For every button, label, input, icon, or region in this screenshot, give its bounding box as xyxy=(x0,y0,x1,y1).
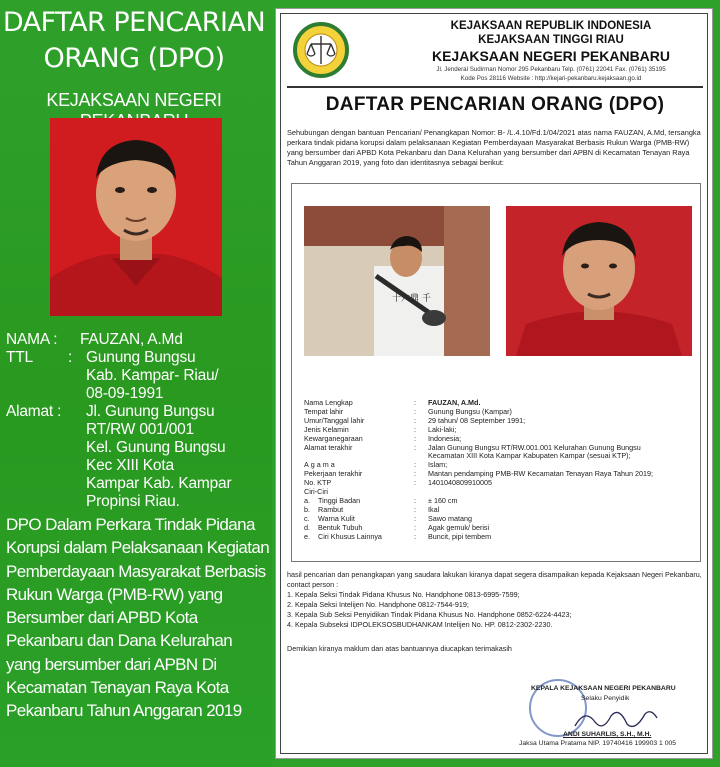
contact-1: 1. Kepala Seksi Tindak Pidana Khusus No. Handphone 0813-6995-7599; xyxy=(287,590,520,599)
poster-subtitle: KEJAKSAAN NEGERI xyxy=(46,90,222,110)
signature-scribble xyxy=(571,704,661,734)
suspect-portrait-photo xyxy=(50,118,222,316)
signatory-rank: Jaksa Utama Pratama NIP. 19740416 199903 1 005 xyxy=(519,740,677,747)
contact-2: 2. Kepala Seksi Intelijen No. Handphone 0812-7544-919; xyxy=(287,600,469,609)
nama-value: FAUZAN, A.Md xyxy=(80,331,183,348)
shirt-print: 十六鼎 千 xyxy=(392,294,431,304)
detail-row: Umur/Tanggal lahir : 29 tahun/ 08 September 1991; xyxy=(304,415,526,425)
alamat-line-2: RT/RW 001/001 xyxy=(86,421,194,438)
case-description: DPO Dalam Perkara Tindak Pidana Korupsi dalam Pelaksanaan Kegiatan Pemberdayaan Masyarakat Berbasis Rukun Warga (PMB-RW) yang Bersumber dari APBD Kota Pekanbaru dan Dana Kelurahan yang bersumber dari APBN Di Kecamatan Tenayan Raya Kota Pekanbaru Tahun Anggaran 2019 xyxy=(6,515,270,721)
header-postcode-website: Kode Pos 28116 Website : http://kejari-pekanbaru.kejaksaan.go.id xyxy=(460,75,642,82)
ttl-line-3: 08-09-1991 xyxy=(86,385,164,402)
header-line-2: KEJAKSAAN TINGGI RIAU xyxy=(478,34,624,46)
ciri-row: e. Ciri Khusus Lainnya : Buncit, pipi tembem xyxy=(304,531,492,541)
ttl-label: TTL xyxy=(6,349,33,366)
suspect-closeup-photo xyxy=(506,206,692,356)
detail-row: Ciri-Ciri xyxy=(304,487,328,497)
identity-box xyxy=(291,183,701,562)
dpo-document xyxy=(275,8,713,759)
detail-row: Alamat terakhir : Jalan Gunung Bungsu RT/RW.001.001 Kelurahan Gunung Bungsu xyxy=(304,442,641,452)
header-divider xyxy=(287,86,703,88)
detail-row: No. KTP : 1401040809910005 xyxy=(304,478,492,488)
contact-intro: hasil pencarian dan penangkapan yang saudara lakukan kiranya dapat segera disampaikan kepada Kejaksaan Negeri Pekanbaru, contact person : xyxy=(287,570,702,589)
contact-4: 4. Kepala Subseksi IDPOLEKSOSBUDHANKAM Intelijen No. HP. 0812-2302-2230. xyxy=(287,620,553,629)
ttl-separator: : xyxy=(68,349,73,366)
header-line-3: KEJAKSAAN NEGERI PEKANBARU xyxy=(431,48,671,64)
intro-paragraph: Sehubungan dengan bantuan Pencarian/ Penangkapan Nomor: B- /L.4.10/Fd.1/04/2021 atas nama FAUZAN, A.Md, tersangka perkara tindak pidana korupsi dalam pelaksanaan Kegiatan Pemberdayaan Masyarakat Berbasis Rukun Warga (PMB-RW) yang bersumber dari APBD Kota Pekanbaru dan Dana Kelurahan yang bersumber dari APBN di Kecamatan Tenayan Raya Tahun Anggaran 2019, yang foto dan identitasnya sebagai berikut: xyxy=(287,128,701,167)
closing-text: Demikian kiranya maklum dan atas bantuannya diucapkan terimakasih xyxy=(287,644,512,653)
header-line-1: KEJAKSAAN REPUBLIK INDONESIA xyxy=(450,20,652,32)
detail-row: Jenis Kelamin : Laki-laki; xyxy=(304,424,457,434)
detail-row: Nama Lengkap : FAUZAN, A.Md. xyxy=(304,398,481,407)
signatory-office: KEPALA KEJAKSAAN NEGERI PEKANBARU xyxy=(531,685,676,692)
detail-row: Kewarganegaraan : Indonesia; xyxy=(304,433,462,443)
ciri-row: a. Tinggi Badan : ± 160 cm xyxy=(304,495,458,505)
alamat-line-4: Kec XIII Kota xyxy=(86,457,174,474)
identity-details-table xyxy=(304,399,700,542)
document-title: DAFTAR PENCARIAN ORANG (DPO) xyxy=(325,94,665,115)
detail-row: Agama : Islam; xyxy=(304,460,448,470)
alamat-label: Alamat : xyxy=(6,403,62,420)
header-address: Jl. Jenderal Sudirman Nomor 295 Pekanbaru Telp. (0761) 22041 Fax. (0761) 35195 xyxy=(436,66,666,73)
alamat-line-3: Kel. Gunung Bungsu xyxy=(86,439,226,456)
ttl-line-1: Gunung Bungsu xyxy=(86,349,196,366)
ciri-row: c. Warna Kulit : Sawo matang xyxy=(304,513,472,523)
signatory-role: Selaku Penyidik xyxy=(581,695,630,702)
poster-title-line-1: DAFTAR PENCARIAN xyxy=(2,7,266,38)
alamat-line-6: Propinsi Riau. xyxy=(86,493,180,510)
detail-row: Pekerjaan terakhir : Mantan pendamping PMB-RW Kecamatan Tenayan Raya Tahun 2019; xyxy=(304,469,653,479)
ttl-line-2: Kab. Kampar- Riau/ xyxy=(86,367,219,384)
kejaksaan-emblem-icon xyxy=(293,22,349,78)
alamat-line-5: Kampar Kab. Kampar xyxy=(86,475,232,492)
suspect-candid-photo xyxy=(304,206,490,356)
ciri-row: d. Bentuk Tubuh : Agak gemuk/ berisi xyxy=(304,522,490,532)
poster-title-line-2: ORANG (DPO) xyxy=(43,43,225,74)
document-frame xyxy=(280,13,708,754)
nama-label: NAMA : xyxy=(6,331,58,348)
left-panel xyxy=(0,0,272,767)
ciri-row: b. Rambut : Ikal xyxy=(304,504,440,514)
signatory-name: ANDI SUHARLIS, S.H., M.H. xyxy=(563,731,652,738)
contact-3: 3. Kepala Sub Seksi Penyidikan Tindak Pidana Khusus No. Handphone 0852-6224-4423; xyxy=(287,610,572,619)
alamat-line-1: Jl. Gunung Bungsu xyxy=(86,403,215,420)
detail-row: Kecamatan XIII Kota Kampar Kabupaten Kampar (sesuai KTP); xyxy=(428,451,631,461)
detail-row: Tempat lahir : Gunung Bungsu (Kampar) xyxy=(304,406,512,416)
